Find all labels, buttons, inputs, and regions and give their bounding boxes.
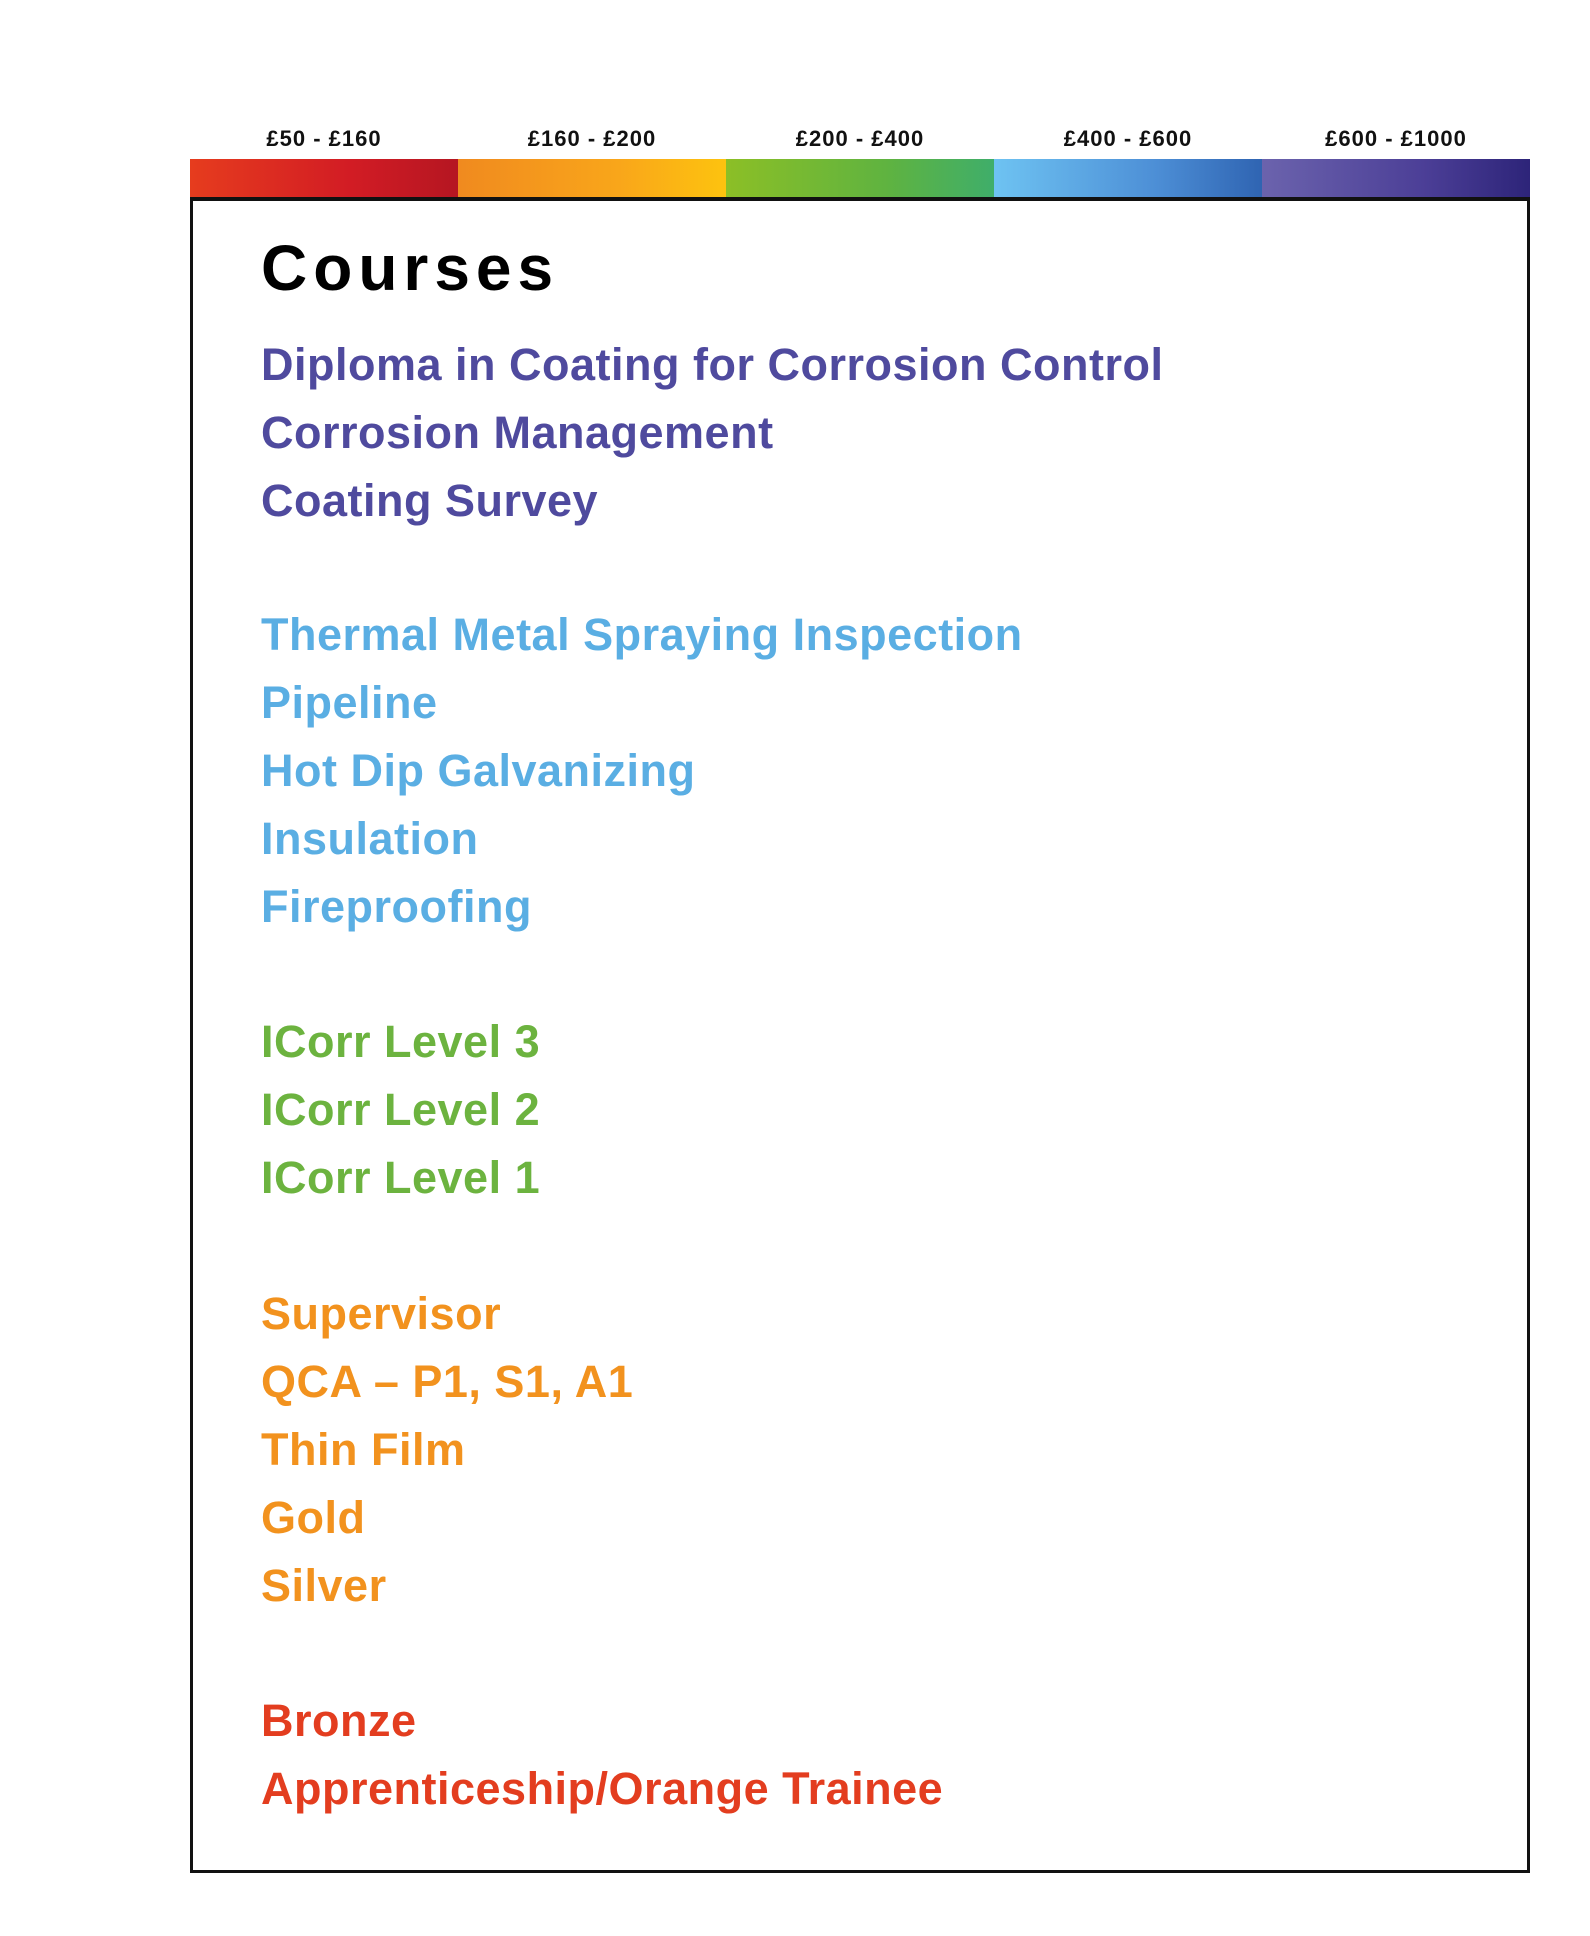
price-range-label: £50 - £160 — [266, 126, 382, 151]
price-range-labels — [190, 126, 1530, 156]
course-item: Fireproofing — [261, 881, 532, 932]
course-item: Apprenticeship/Orange Trainee — [261, 1763, 944, 1814]
price-range-label: £400 - £600 — [1063, 126, 1193, 151]
price-range-label: £200 - £400 — [795, 126, 925, 151]
course-item: ICorr Level 1 — [261, 1152, 541, 1203]
price-color-segment-red — [190, 159, 458, 197]
course-group-red — [261, 1687, 943, 1823]
page-title: Courses — [261, 232, 560, 304]
courses-panel — [190, 197, 1530, 1873]
price-range-label: £160 - £200 — [527, 126, 657, 151]
course-item: Bronze — [261, 1695, 417, 1746]
course-item: Corrosion Management — [261, 407, 774, 458]
course-group-blue — [261, 601, 1023, 941]
course-group-orange — [261, 1280, 633, 1620]
course-item: Coating Survey — [261, 475, 599, 526]
course-item: Silver — [261, 1560, 387, 1611]
course-item: ICorr Level 2 — [261, 1084, 541, 1135]
price-color-segment-purple — [1262, 159, 1530, 197]
course-item: Thermal Metal Spraying Inspection — [261, 609, 1023, 660]
price-color-segment-orange — [458, 159, 726, 197]
price-color-bar — [190, 159, 1530, 197]
price-color-segment-green — [726, 159, 994, 197]
course-item: ICorr Level 3 — [261, 1016, 541, 1067]
course-item: Gold — [261, 1492, 366, 1543]
course-item: Diploma in Coating for Corrosion Control — [261, 339, 1164, 390]
course-item: Pipeline — [261, 677, 438, 728]
price-color-segment-blue — [994, 159, 1262, 197]
course-item: Thin Film — [261, 1424, 466, 1475]
course-group-purple — [261, 331, 1163, 535]
course-group-green — [261, 1008, 540, 1212]
course-item: Insulation — [261, 813, 479, 864]
price-range-label: £600 - £1000 — [1325, 126, 1467, 151]
course-item: Hot Dip Galvanizing — [261, 745, 696, 796]
course-item: QCA – P1, S1, A1 — [261, 1356, 634, 1407]
course-item: Supervisor — [261, 1288, 502, 1339]
